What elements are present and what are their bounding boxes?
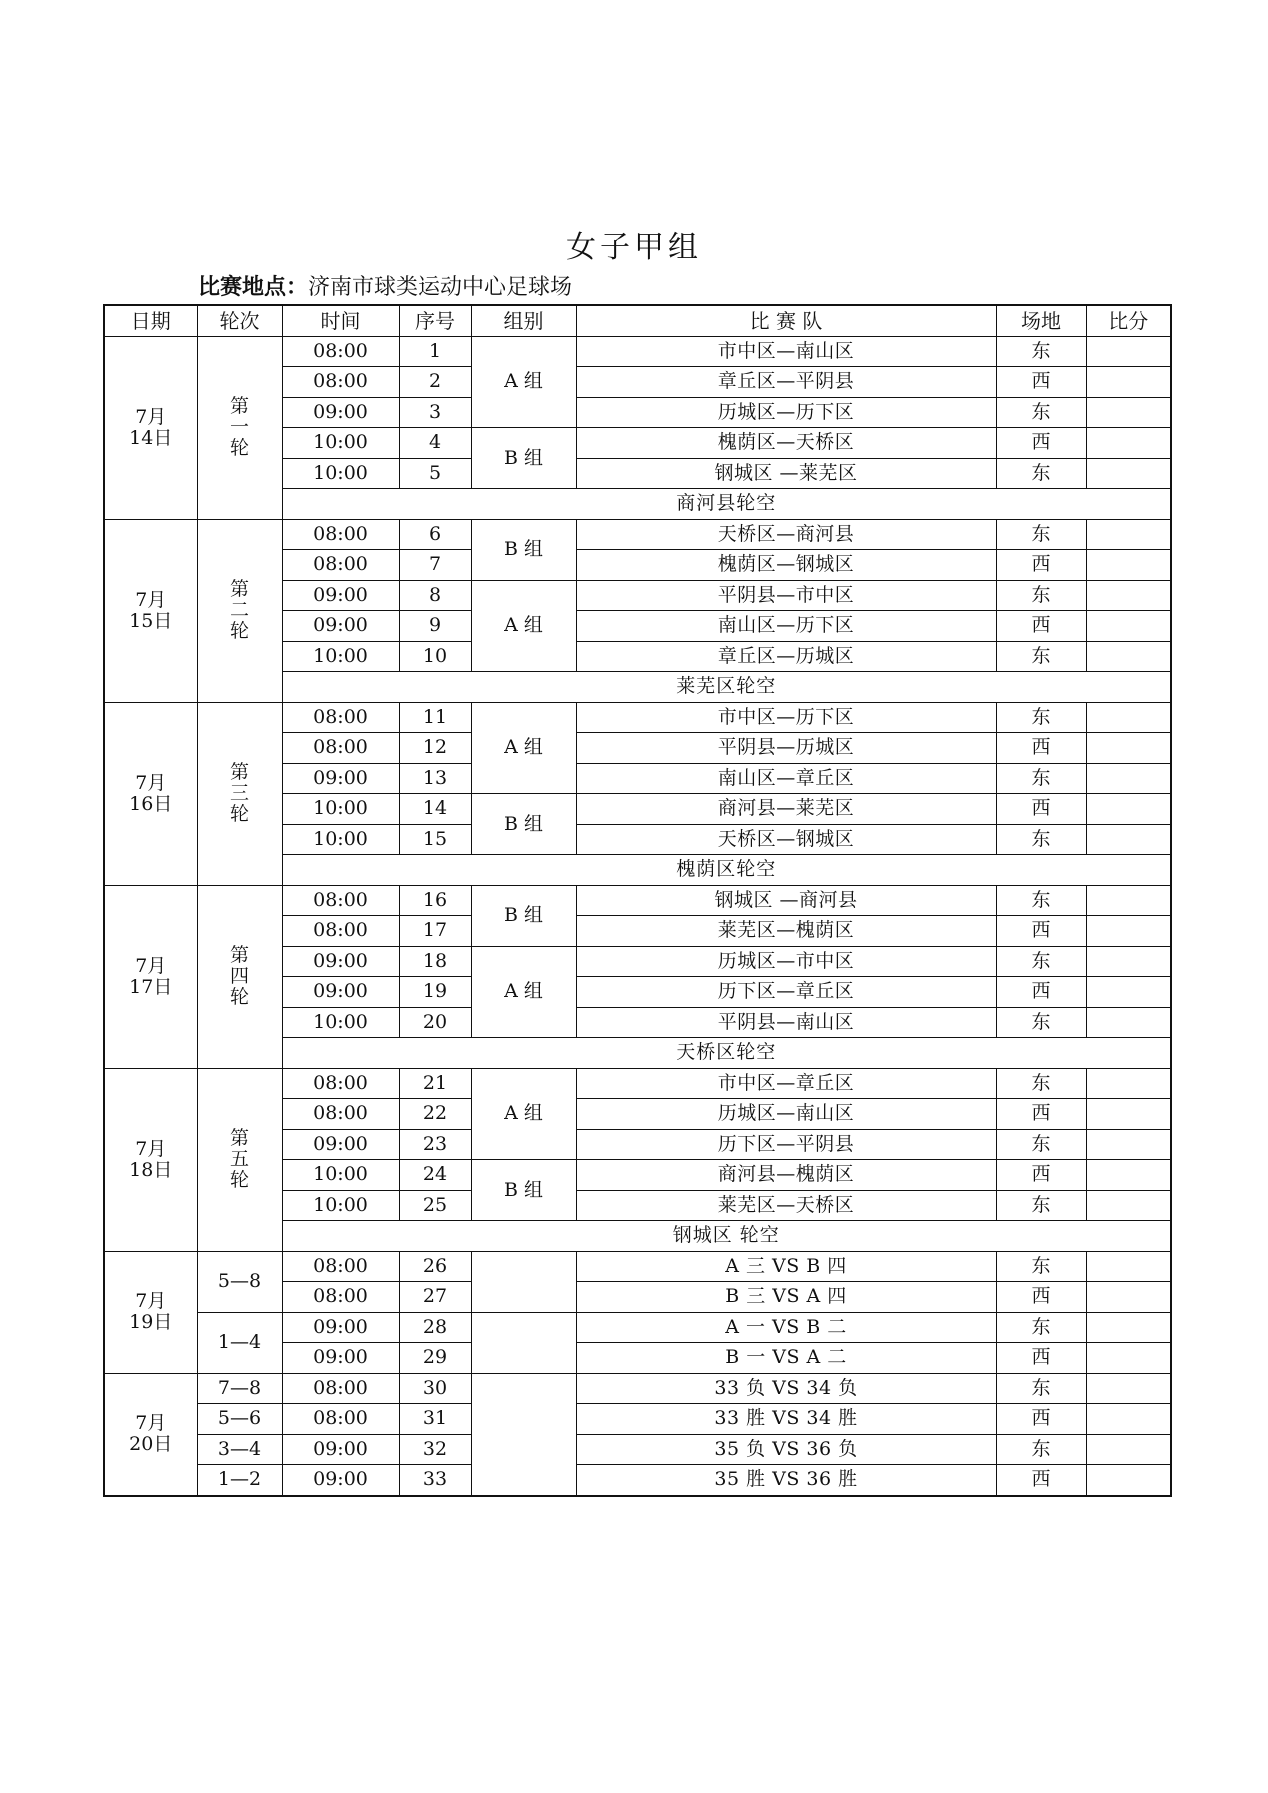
- field-cell: 东: [996, 946, 1086, 977]
- venue-label: 比赛地点：: [198, 275, 309, 300]
- date-month: 7月: [135, 771, 167, 794]
- header-number: 序号: [399, 305, 471, 336]
- table-row: [104, 702, 1171, 733]
- teams-cell: 莱芜区—天桥区: [576, 1190, 996, 1221]
- round-cell: 5—6: [197, 1404, 282, 1435]
- match-number-cell: 1: [399, 336, 471, 367]
- field-cell: 西: [996, 428, 1086, 459]
- score-cell: [1086, 885, 1171, 916]
- time-cell: 10:00: [282, 1160, 399, 1191]
- teams-cell: 市中区—章丘区: [576, 1068, 996, 1099]
- match-number-cell: 2: [399, 367, 471, 398]
- score-cell: [1086, 1373, 1171, 1404]
- teams-cell: 35 胜 VS 36 胜: [576, 1465, 996, 1496]
- time-cell: 08:00: [282, 1404, 399, 1435]
- bye-cell: 商河县轮空: [282, 489, 1171, 520]
- group-cell: A 组: [471, 580, 576, 672]
- date-day: 15日: [129, 609, 173, 632]
- field-cell: 西: [996, 1343, 1086, 1374]
- group-cell: B 组: [471, 519, 576, 580]
- round-char: 第: [229, 944, 249, 967]
- teams-cell: 钢城区 —商河县: [576, 885, 996, 916]
- round-cell: 5—8: [197, 1251, 282, 1312]
- score-cell: [1086, 1312, 1171, 1343]
- date-day: 18日: [129, 1158, 173, 1181]
- score-cell: [1086, 550, 1171, 581]
- teams-cell: 槐荫区—天桥区: [576, 428, 996, 459]
- score-cell: [1086, 397, 1171, 428]
- field-cell: 东: [996, 458, 1086, 489]
- teams-cell: 35 负 VS 36 负: [576, 1434, 996, 1465]
- match-number-cell: 17: [399, 916, 471, 947]
- round-cell: [197, 885, 282, 1068]
- teams-cell: 莱芜区—槐荫区: [576, 916, 996, 947]
- date-day: 17日: [129, 975, 173, 998]
- teams-cell: 历城区—历下区: [576, 397, 996, 428]
- teams-cell: 钢城区 —莱芜区: [576, 458, 996, 489]
- teams-cell: 33 胜 VS 34 胜: [576, 1404, 996, 1435]
- field-cell: 东: [996, 397, 1086, 428]
- header-time: 时间: [282, 305, 399, 336]
- score-cell: [1086, 336, 1171, 367]
- score-cell: [1086, 702, 1171, 733]
- score-cell: [1086, 733, 1171, 764]
- group-cell: A 组: [471, 946, 576, 1038]
- round-char: 二: [229, 599, 249, 622]
- teams-cell: 章丘区—平阴县: [576, 367, 996, 398]
- score-cell: [1086, 1404, 1171, 1435]
- score-cell: [1086, 1068, 1171, 1099]
- match-number-cell: 20: [399, 1007, 471, 1038]
- field-cell: 东: [996, 1068, 1086, 1099]
- match-number-cell: 4: [399, 428, 471, 459]
- round-cell: 1—4: [197, 1312, 282, 1373]
- time-cell: 10:00: [282, 458, 399, 489]
- date-cell: [104, 1373, 197, 1496]
- time-cell: 09:00: [282, 1343, 399, 1374]
- group-cell: [471, 1373, 576, 1496]
- score-cell: [1086, 1434, 1171, 1465]
- round-cell: 1—2: [197, 1465, 282, 1496]
- round-char: 轮: [229, 436, 249, 459]
- match-number-cell: 18: [399, 946, 471, 977]
- time-cell: 09:00: [282, 1465, 399, 1496]
- time-cell: 09:00: [282, 397, 399, 428]
- table-row: [104, 1373, 1171, 1404]
- table-row: [104, 1068, 1171, 1099]
- field-cell: 西: [996, 1160, 1086, 1191]
- time-cell: 10:00: [282, 824, 399, 855]
- teams-cell: 章丘区—历城区: [576, 641, 996, 672]
- header-round: 轮次: [197, 305, 282, 336]
- table-row: [104, 1404, 1171, 1435]
- match-number-cell: 26: [399, 1251, 471, 1282]
- score-cell: [1086, 519, 1171, 550]
- time-cell: 09:00: [282, 1434, 399, 1465]
- teams-cell: B 三 VS A 四: [576, 1282, 996, 1313]
- match-number-cell: 8: [399, 580, 471, 611]
- teams-cell: 天桥区—钢城区: [576, 824, 996, 855]
- date-cell: [104, 1251, 197, 1373]
- field-cell: 东: [996, 763, 1086, 794]
- time-cell: 09:00: [282, 763, 399, 794]
- date-cell: [104, 702, 197, 885]
- field-cell: 东: [996, 519, 1086, 550]
- date-cell: [104, 885, 197, 1068]
- group-cell: B 组: [471, 885, 576, 946]
- table-row: [104, 1312, 1171, 1343]
- score-cell: [1086, 794, 1171, 825]
- round-char: 轮: [229, 802, 249, 825]
- round-char: 三: [229, 782, 249, 805]
- header-group: 组别: [471, 305, 576, 336]
- bye-cell: 钢城区 轮空: [282, 1221, 1171, 1252]
- match-number-cell: 32: [399, 1434, 471, 1465]
- group-cell: B 组: [471, 794, 576, 855]
- time-cell: 08:00: [282, 733, 399, 764]
- group-cell: B 组: [471, 1160, 576, 1221]
- venue-value: 济南市球类运动中心足球场: [308, 275, 573, 300]
- field-cell: 西: [996, 1404, 1086, 1435]
- time-cell: 08:00: [282, 916, 399, 947]
- match-number-cell: 22: [399, 1099, 471, 1130]
- field-cell: 东: [996, 702, 1086, 733]
- group-cell: [471, 1251, 576, 1312]
- score-cell: [1086, 946, 1171, 977]
- teams-cell: A 三 VS B 四: [576, 1251, 996, 1282]
- time-cell: 10:00: [282, 641, 399, 672]
- score-cell: [1086, 1251, 1171, 1282]
- match-number-cell: 19: [399, 977, 471, 1008]
- teams-cell: 商河县—槐荫区: [576, 1160, 996, 1191]
- field-cell: 东: [996, 1251, 1086, 1282]
- page-title: 女子甲组: [566, 230, 702, 265]
- score-cell: [1086, 1343, 1171, 1374]
- date-month: 7月: [135, 1290, 167, 1313]
- teams-cell: 天桥区—商河县: [576, 519, 996, 550]
- date-day: 14日: [129, 426, 173, 449]
- field-cell: 东: [996, 1373, 1086, 1404]
- match-number-cell: 11: [399, 702, 471, 733]
- field-cell: 西: [996, 916, 1086, 947]
- match-number-cell: 33: [399, 1465, 471, 1496]
- time-cell: 09:00: [282, 1312, 399, 1343]
- schedule-table: [103, 304, 1172, 1497]
- group-cell: A 组: [471, 336, 576, 428]
- round-char: 五: [229, 1148, 249, 1171]
- match-number-cell: 16: [399, 885, 471, 916]
- round-char: 轮: [229, 1168, 249, 1191]
- date-month: 7月: [135, 588, 167, 611]
- field-cell: 西: [996, 1282, 1086, 1313]
- time-cell: 09:00: [282, 1129, 399, 1160]
- round-cell: [197, 519, 282, 702]
- field-cell: 东: [996, 1312, 1086, 1343]
- match-number-cell: 5: [399, 458, 471, 489]
- teams-cell: 南山区—章丘区: [576, 763, 996, 794]
- teams-cell: 33 负 VS 34 负: [576, 1373, 996, 1404]
- score-cell: [1086, 1007, 1171, 1038]
- time-cell: 08:00: [282, 367, 399, 398]
- round-cell: [197, 336, 282, 519]
- table-row: [104, 336, 1171, 367]
- date-cell: [104, 336, 197, 519]
- field-cell: 东: [996, 336, 1086, 367]
- teams-cell: B 一 VS A 二: [576, 1343, 996, 1374]
- field-cell: 东: [996, 1190, 1086, 1221]
- venue-line: [198, 270, 572, 301]
- schedule-body: [104, 336, 1171, 1496]
- date-day: 19日: [129, 1311, 173, 1333]
- match-number-cell: 10: [399, 641, 471, 672]
- field-cell: 西: [996, 794, 1086, 825]
- time-cell: 10:00: [282, 1007, 399, 1038]
- match-number-cell: 25: [399, 1190, 471, 1221]
- time-cell: 08:00: [282, 550, 399, 581]
- time-cell: 09:00: [282, 946, 399, 977]
- bye-cell: 天桥区轮空: [282, 1038, 1171, 1069]
- teams-cell: 历下区—平阴县: [576, 1129, 996, 1160]
- teams-cell: 历城区—南山区: [576, 1099, 996, 1130]
- match-number-cell: 21: [399, 1068, 471, 1099]
- teams-cell: 槐荫区—钢城区: [576, 550, 996, 581]
- date-day: 16日: [129, 792, 173, 815]
- time-cell: 08:00: [282, 1373, 399, 1404]
- table-row: [104, 1465, 1171, 1496]
- field-cell: 西: [996, 1099, 1086, 1130]
- time-cell: 08:00: [282, 1251, 399, 1282]
- match-number-cell: 3: [399, 397, 471, 428]
- round-char: 第: [229, 761, 249, 784]
- field-cell: 西: [996, 611, 1086, 642]
- match-number-cell: 6: [399, 519, 471, 550]
- time-cell: 10:00: [282, 794, 399, 825]
- round-char: 第: [229, 578, 249, 601]
- score-cell: [1086, 1190, 1171, 1221]
- match-number-cell: 24: [399, 1160, 471, 1191]
- match-number-cell: 27: [399, 1282, 471, 1313]
- time-cell: 10:00: [282, 1190, 399, 1221]
- time-cell: 08:00: [282, 519, 399, 550]
- round-char: 一: [229, 416, 249, 439]
- header-score: 比分: [1086, 305, 1171, 336]
- header-teams: 比 赛 队: [576, 305, 996, 336]
- score-cell: [1086, 458, 1171, 489]
- round-cell: 3—4: [197, 1434, 282, 1465]
- date-cell: [104, 519, 197, 702]
- date-month: 7月: [135, 1412, 167, 1435]
- round-char: 四: [229, 965, 249, 988]
- score-cell: [1086, 611, 1171, 642]
- time-cell: 08:00: [282, 1068, 399, 1099]
- time-cell: 08:00: [282, 1099, 399, 1130]
- table-row: [104, 1251, 1171, 1282]
- field-cell: 东: [996, 641, 1086, 672]
- teams-cell: 平阴县—南山区: [576, 1007, 996, 1038]
- time-cell: 08:00: [282, 885, 399, 916]
- field-cell: 西: [996, 550, 1086, 581]
- header-date: 日期: [104, 305, 197, 336]
- match-number-cell: 13: [399, 763, 471, 794]
- field-cell: 东: [996, 1007, 1086, 1038]
- field-cell: 西: [996, 1465, 1086, 1496]
- match-number-cell: 29: [399, 1343, 471, 1374]
- field-cell: 东: [996, 824, 1086, 855]
- score-cell: [1086, 916, 1171, 947]
- date-month: 7月: [135, 954, 167, 977]
- date-month: 7月: [135, 405, 167, 428]
- score-cell: [1086, 428, 1171, 459]
- teams-cell: 南山区—历下区: [576, 611, 996, 642]
- score-cell: [1086, 824, 1171, 855]
- match-number-cell: 28: [399, 1312, 471, 1343]
- group-cell: A 组: [471, 702, 576, 794]
- teams-cell: 市中区—南山区: [576, 336, 996, 367]
- match-number-cell: 30: [399, 1373, 471, 1404]
- field-cell: 西: [996, 977, 1086, 1008]
- table-row: [104, 1434, 1171, 1465]
- time-cell: 09:00: [282, 977, 399, 1008]
- round-cell: 7—8: [197, 1373, 282, 1404]
- group-cell: [471, 1312, 576, 1373]
- group-cell: B 组: [471, 428, 576, 489]
- round-char: 第: [229, 1127, 249, 1150]
- teams-cell: 历下区—章丘区: [576, 977, 996, 1008]
- date-month: 7月: [135, 1137, 167, 1160]
- match-number-cell: 15: [399, 824, 471, 855]
- table-row: [104, 885, 1171, 916]
- round-char: 轮: [229, 985, 249, 1008]
- match-number-cell: 9: [399, 611, 471, 642]
- field-cell: 东: [996, 1129, 1086, 1160]
- teams-cell: A 一 VS B 二: [576, 1312, 996, 1343]
- round-char: 第: [229, 395, 249, 418]
- time-cell: 08:00: [282, 336, 399, 367]
- bye-cell: 莱芜区轮空: [282, 672, 1171, 703]
- group-cell: A 组: [471, 1068, 576, 1160]
- score-cell: [1086, 580, 1171, 611]
- score-cell: [1086, 1160, 1171, 1191]
- teams-cell: 商河县—莱芜区: [576, 794, 996, 825]
- score-cell: [1086, 1099, 1171, 1130]
- round-cell: [197, 1068, 282, 1251]
- score-cell: [1086, 641, 1171, 672]
- match-number-cell: 14: [399, 794, 471, 825]
- score-cell: [1086, 367, 1171, 398]
- teams-cell: 历城区—市中区: [576, 946, 996, 977]
- teams-cell: 平阴县—历城区: [576, 733, 996, 764]
- score-cell: [1086, 1129, 1171, 1160]
- field-cell: 西: [996, 367, 1086, 398]
- match-number-cell: 12: [399, 733, 471, 764]
- match-number-cell: 31: [399, 1404, 471, 1435]
- teams-cell: 市中区—历下区: [576, 702, 996, 733]
- time-cell: 09:00: [282, 580, 399, 611]
- field-cell: 东: [996, 580, 1086, 611]
- date-cell: [104, 1068, 197, 1251]
- time-cell: 08:00: [282, 702, 399, 733]
- teams-cell: 平阴县—市中区: [576, 580, 996, 611]
- match-number-cell: 23: [399, 1129, 471, 1160]
- time-cell: 08:00: [282, 1282, 399, 1313]
- score-cell: [1086, 1282, 1171, 1313]
- time-cell: 09:00: [282, 611, 399, 642]
- score-cell: [1086, 1465, 1171, 1496]
- match-number-cell: 7: [399, 550, 471, 581]
- score-cell: [1086, 763, 1171, 794]
- header-field: 场地: [996, 305, 1086, 336]
- round-char: 轮: [229, 619, 249, 642]
- time-cell: 10:00: [282, 428, 399, 459]
- field-cell: 东: [996, 885, 1086, 916]
- header-row: [104, 305, 1171, 336]
- field-cell: 西: [996, 733, 1086, 764]
- score-cell: [1086, 977, 1171, 1008]
- date-day: 20日: [129, 1433, 173, 1455]
- round-cell: [197, 702, 282, 885]
- bye-cell: 槐荫区轮空: [282, 855, 1171, 886]
- field-cell: 东: [996, 1434, 1086, 1465]
- table-row: [104, 519, 1171, 550]
